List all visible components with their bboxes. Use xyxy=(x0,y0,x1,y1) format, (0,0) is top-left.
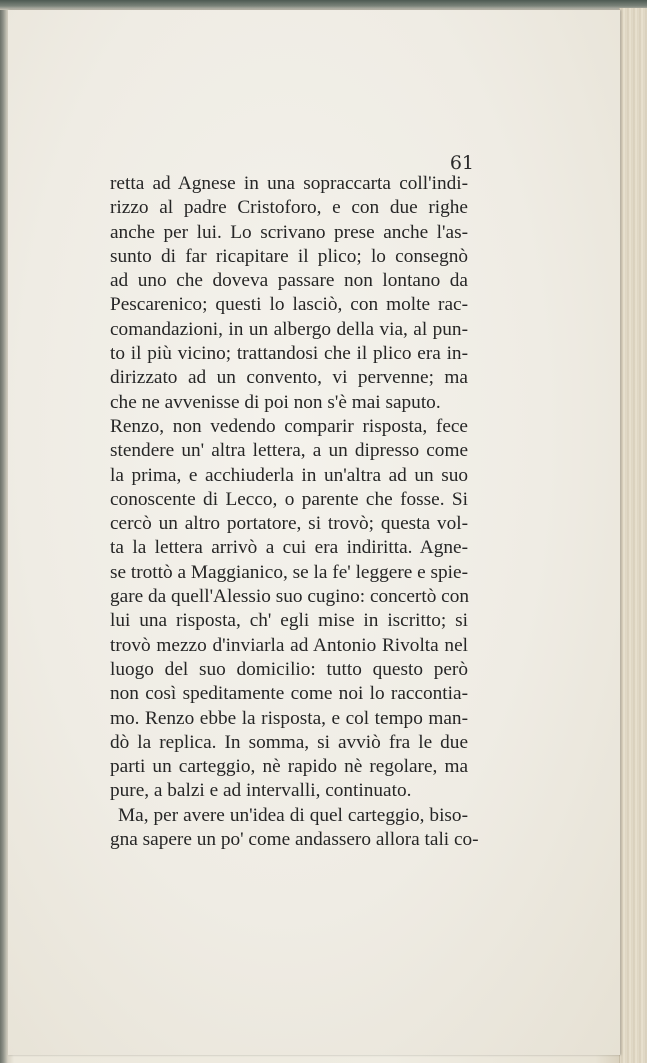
text-line: conoscente di Lecco, o parente che fosse. Si xyxy=(110,488,468,510)
page-number: 61 xyxy=(449,152,474,174)
text-line: ta la lettera arrivò a cui era indiritta. Agne- xyxy=(110,537,468,559)
text-line: sunto di far ricapitare il plico; lo consegnò xyxy=(110,245,468,267)
text-line: gare da quell'Alessio suo cugino: concertò con xyxy=(110,586,470,608)
text-line: la prima, e acchiuderla in un'altra ad un suo xyxy=(110,464,468,486)
text-line: se trottò a Maggianico, se la fe' leggere e spie- xyxy=(110,561,468,583)
book-cover-strip xyxy=(0,0,647,10)
text-line: dò la replica. In somma, si avviò fra le due xyxy=(110,731,468,753)
text-line: luogo del suo domicilio: tutto questo però xyxy=(110,658,468,680)
text-line: retta ad Agnese in una sopraccarta coll'indi- xyxy=(110,173,468,194)
text-line: to il più vicino; trattandosi che il plico era in- xyxy=(110,343,468,365)
text-line: che ne avvenisse di poi non s'è mai saputo. xyxy=(110,391,441,413)
text-line: comandazioni, in un albergo della via, al pun- xyxy=(110,318,468,340)
text-line: anche per lui. Lo scrivano prese anche l'as- xyxy=(110,221,468,243)
text-line: rizzo al padre Cristoforo, e con due righe xyxy=(110,197,468,219)
text-line: stendere un' altra lettera, a un dipresso come xyxy=(110,440,468,462)
text-line: lui una risposta, ch' egli mise in iscritto; si xyxy=(110,610,468,632)
text-line: mo. Renzo ebbe la risposta, e col tempo man- xyxy=(110,707,468,729)
text-line: gna sapere un po' come andassero allora tali co- xyxy=(110,829,479,851)
body-text xyxy=(110,172,479,852)
text-line: ad uno che doveva passare non lontano da xyxy=(110,270,468,292)
text-line: pure, a balzi e ad intervalli, continuato. xyxy=(110,780,412,802)
text-line: dirizzato ad un convento, vi pervenne; ma xyxy=(110,367,468,389)
text-line: Pescarenico; questi lo lasciò, con molte rac- xyxy=(110,294,468,316)
page-edges xyxy=(619,8,647,1063)
text-line: cercò un altro portatore, si trovò; questa vol- xyxy=(110,513,468,535)
text-line: trovò mezzo d'inviarla ad Antonio Rivolta nel xyxy=(110,634,468,656)
text-line: parti un carteggio, nè rapido nè regolare, ma xyxy=(110,756,468,778)
text-line: Renzo, non vedendo comparir risposta, fece xyxy=(110,415,468,437)
text-line: Ma, per avere un'idea di quel carteggio, biso- xyxy=(118,804,468,826)
text-line: non così speditamente come noi lo raccontia- xyxy=(110,683,468,705)
